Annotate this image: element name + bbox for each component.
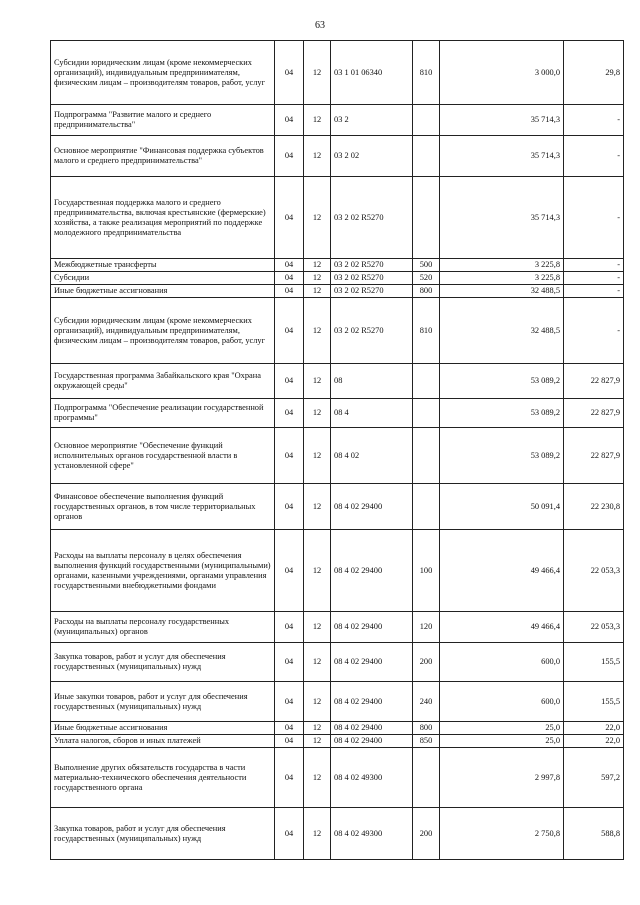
section-code-cell: 04 bbox=[275, 272, 304, 285]
target-article-cell: 08 4 02 29400 bbox=[331, 722, 413, 735]
subsection-code-cell: 12 bbox=[304, 735, 331, 748]
section-code-cell: 04 bbox=[275, 722, 304, 735]
section-code-cell: 04 bbox=[275, 428, 304, 484]
table-row bbox=[51, 735, 624, 748]
expense-name-cell: Уплата налогов, сборов и иных платежей bbox=[51, 735, 275, 748]
target-article-cell: 03 2 02 R5270 bbox=[331, 285, 413, 298]
approved-amount-cell: 600,0 bbox=[440, 682, 564, 722]
subsection-code-cell: 12 bbox=[304, 748, 331, 808]
subsection-code-cell: 12 bbox=[304, 530, 331, 612]
executed-amount-cell: - bbox=[564, 272, 624, 285]
table-row bbox=[51, 364, 624, 399]
executed-amount-cell: 22 827,9 bbox=[564, 364, 624, 399]
target-article-cell: 03 2 02 R5270 bbox=[331, 177, 413, 259]
section-code-cell: 04 bbox=[275, 177, 304, 259]
approved-amount-cell: 35 714,3 bbox=[440, 177, 564, 259]
section-code-cell: 04 bbox=[275, 41, 304, 105]
target-article-cell: 08 4 02 29400 bbox=[331, 530, 413, 612]
expense-name-cell: Иные бюджетные ассигнования bbox=[51, 722, 275, 735]
approved-amount-cell: 25,0 bbox=[440, 735, 564, 748]
section-code-cell: 04 bbox=[275, 808, 304, 860]
expense-name-cell: Субсидии юридическим лицам (кроме некоммерческих организаций), индивидуальным предпринимателям, физическим лицам – производителям товаров, работ, услуг bbox=[51, 298, 275, 364]
target-article-cell: 08 4 02 49300 bbox=[331, 808, 413, 860]
expense-type-cell: 800 bbox=[413, 722, 440, 735]
table-row bbox=[51, 298, 624, 364]
subsection-code-cell: 12 bbox=[304, 259, 331, 272]
expense-type-cell bbox=[413, 105, 440, 136]
subsection-code-cell: 12 bbox=[304, 105, 331, 136]
expense-type-cell: 810 bbox=[413, 41, 440, 105]
table-row bbox=[51, 272, 624, 285]
executed-amount-cell: 597,2 bbox=[564, 748, 624, 808]
expense-type-cell: 810 bbox=[413, 298, 440, 364]
target-article-cell: 03 2 02 R5270 bbox=[331, 272, 413, 285]
section-code-cell: 04 bbox=[275, 643, 304, 682]
executed-amount-cell: 22 827,9 bbox=[564, 399, 624, 428]
expense-name-cell: Подпрограмма "Обеспечение реализации государственной программы" bbox=[51, 399, 275, 428]
subsection-code-cell: 12 bbox=[304, 364, 331, 399]
subsection-code-cell: 12 bbox=[304, 612, 331, 643]
expense-name-cell: Подпрограмма "Развитие малого и среднего предпринимательства" bbox=[51, 105, 275, 136]
expense-name-cell: Межбюджетные трансферты bbox=[51, 259, 275, 272]
expense-type-cell bbox=[413, 399, 440, 428]
expense-type-cell bbox=[413, 364, 440, 399]
table-row bbox=[51, 643, 624, 682]
expense-type-cell: 500 bbox=[413, 259, 440, 272]
target-article-cell: 03 2 bbox=[331, 105, 413, 136]
expense-type-cell: 100 bbox=[413, 530, 440, 612]
expense-name-cell: Выполнение других обязательств государства в части материально-технического обеспечения деятельности государственного органа bbox=[51, 748, 275, 808]
approved-amount-cell: 3 000,0 bbox=[440, 41, 564, 105]
section-code-cell: 04 bbox=[275, 735, 304, 748]
subsection-code-cell: 12 bbox=[304, 399, 331, 428]
approved-amount-cell: 53 089,2 bbox=[440, 428, 564, 484]
approved-amount-cell: 49 466,4 bbox=[440, 612, 564, 643]
expense-type-cell: 520 bbox=[413, 272, 440, 285]
subsection-code-cell: 12 bbox=[304, 41, 331, 105]
expense-name-cell: Закупка товаров, работ и услуг для обеспечения государственных (муниципальных) нужд bbox=[51, 808, 275, 860]
approved-amount-cell: 35 714,3 bbox=[440, 105, 564, 136]
table-row bbox=[51, 177, 624, 259]
budget-table-body bbox=[51, 41, 624, 860]
executed-amount-cell: - bbox=[564, 285, 624, 298]
section-code-cell: 04 bbox=[275, 285, 304, 298]
expense-name-cell: Субсидии юридическим лицам (кроме некоммерческих организаций), индивидуальным предпринимателям, физическим лицам – производителям товаров, работ, услуг bbox=[51, 41, 275, 105]
section-code-cell: 04 bbox=[275, 399, 304, 428]
approved-amount-cell: 3 225,8 bbox=[440, 259, 564, 272]
expense-name-cell: Основное мероприятие "Обеспечение функций исполнительных органов государственной власти в установленной сфере" bbox=[51, 428, 275, 484]
approved-amount-cell: 50 091,4 bbox=[440, 484, 564, 530]
section-code-cell: 04 bbox=[275, 530, 304, 612]
expense-name-cell: Закупка товаров, работ и услуг для обеспечения государственных (муниципальных) нужд bbox=[51, 643, 275, 682]
section-code-cell: 04 bbox=[275, 136, 304, 177]
expense-type-cell bbox=[413, 748, 440, 808]
expense-type-cell: 200 bbox=[413, 643, 440, 682]
expense-type-cell bbox=[413, 484, 440, 530]
table-row bbox=[51, 136, 624, 177]
target-article-cell: 08 4 02 29400 bbox=[331, 643, 413, 682]
approved-amount-cell: 53 089,2 bbox=[440, 399, 564, 428]
section-code-cell: 04 bbox=[275, 682, 304, 722]
approved-amount-cell: 3 225,8 bbox=[440, 272, 564, 285]
target-article-cell: 08 4 02 49300 bbox=[331, 748, 413, 808]
executed-amount-cell: - bbox=[564, 136, 624, 177]
subsection-code-cell: 12 bbox=[304, 484, 331, 530]
target-article-cell: 08 4 02 29400 bbox=[331, 735, 413, 748]
section-code-cell: 04 bbox=[275, 748, 304, 808]
expense-name-cell: Субсидии bbox=[51, 272, 275, 285]
target-article-cell: 08 4 bbox=[331, 399, 413, 428]
executed-amount-cell: - bbox=[564, 105, 624, 136]
section-code-cell: 04 bbox=[275, 105, 304, 136]
table-row bbox=[51, 105, 624, 136]
executed-amount-cell: 22 053,3 bbox=[564, 612, 624, 643]
target-article-cell: 08 4 02 bbox=[331, 428, 413, 484]
subsection-code-cell: 12 bbox=[304, 177, 331, 259]
expense-name-cell: Расходы на выплаты персоналу в целях обеспечения выполнения функций государственными (муниципальными) органами, казенными учреждениями, органами управления государственными внебюджетными фондами bbox=[51, 530, 275, 612]
table-row bbox=[51, 682, 624, 722]
executed-amount-cell: - bbox=[564, 298, 624, 364]
section-code-cell: 04 bbox=[275, 259, 304, 272]
expense-name-cell: Государственная программа Забайкальского края "Охрана окружающей среды" bbox=[51, 364, 275, 399]
approved-amount-cell: 35 714,3 bbox=[440, 136, 564, 177]
approved-amount-cell: 32 488,5 bbox=[440, 285, 564, 298]
subsection-code-cell: 12 bbox=[304, 285, 331, 298]
executed-amount-cell: 22,0 bbox=[564, 722, 624, 735]
table-row bbox=[51, 748, 624, 808]
table-row bbox=[51, 428, 624, 484]
subsection-code-cell: 12 bbox=[304, 298, 331, 364]
expense-type-cell bbox=[413, 177, 440, 259]
expense-type-cell: 240 bbox=[413, 682, 440, 722]
table-row bbox=[51, 41, 624, 105]
page-number: 63 bbox=[315, 20, 325, 31]
expense-type-cell bbox=[413, 136, 440, 177]
table-row bbox=[51, 722, 624, 735]
target-article-cell: 03 2 02 R5270 bbox=[331, 298, 413, 364]
table-row bbox=[51, 285, 624, 298]
table-row bbox=[51, 484, 624, 530]
section-code-cell: 04 bbox=[275, 612, 304, 643]
executed-amount-cell: 22 230,8 bbox=[564, 484, 624, 530]
subsection-code-cell: 12 bbox=[304, 808, 331, 860]
executed-amount-cell: 29,8 bbox=[564, 41, 624, 105]
expense-name-cell: Расходы на выплаты персоналу государственных (муниципальных) органов bbox=[51, 612, 275, 643]
table-row bbox=[51, 259, 624, 272]
executed-amount-cell: - bbox=[564, 259, 624, 272]
subsection-code-cell: 12 bbox=[304, 272, 331, 285]
expense-name-cell: Иные закупки товаров, работ и услуг для обеспечения государственных (муниципальных) нужд bbox=[51, 682, 275, 722]
executed-amount-cell: 155,5 bbox=[564, 682, 624, 722]
approved-amount-cell: 600,0 bbox=[440, 643, 564, 682]
expense-type-cell: 200 bbox=[413, 808, 440, 860]
approved-amount-cell: 25,0 bbox=[440, 722, 564, 735]
subsection-code-cell: 12 bbox=[304, 428, 331, 484]
approved-amount-cell: 53 089,2 bbox=[440, 364, 564, 399]
target-article-cell: 08 bbox=[331, 364, 413, 399]
section-code-cell: 04 bbox=[275, 484, 304, 530]
executed-amount-cell: 22 827,9 bbox=[564, 428, 624, 484]
expense-name-cell: Основное мероприятие "Финансовая поддержка субъектов малого и среднего предпринимательства" bbox=[51, 136, 275, 177]
target-article-cell: 03 2 02 bbox=[331, 136, 413, 177]
approved-amount-cell: 32 488,5 bbox=[440, 298, 564, 364]
expense-type-cell bbox=[413, 428, 440, 484]
target-article-cell: 08 4 02 29400 bbox=[331, 682, 413, 722]
subsection-code-cell: 12 bbox=[304, 682, 331, 722]
executed-amount-cell: 22 053,3 bbox=[564, 530, 624, 612]
approved-amount-cell: 49 466,4 bbox=[440, 530, 564, 612]
target-article-cell: 08 4 02 29400 bbox=[331, 612, 413, 643]
subsection-code-cell: 12 bbox=[304, 136, 331, 177]
table-row bbox=[51, 399, 624, 428]
target-article-cell: 03 2 02 R5270 bbox=[331, 259, 413, 272]
target-article-cell: 08 4 02 29400 bbox=[331, 484, 413, 530]
table-row bbox=[51, 808, 624, 860]
subsection-code-cell: 12 bbox=[304, 722, 331, 735]
expense-name-cell: Государственная поддержка малого и среднего предпринимательства, включая крестьянские (фермерские) хозяйства, а также реализация мероприятий по поддержке молодежного предпринимательства bbox=[51, 177, 275, 259]
table-row bbox=[51, 612, 624, 643]
approved-amount-cell: 2 997,8 bbox=[440, 748, 564, 808]
executed-amount-cell: 155,5 bbox=[564, 643, 624, 682]
table-row bbox=[51, 530, 624, 612]
section-code-cell: 04 bbox=[275, 364, 304, 399]
executed-amount-cell: - bbox=[564, 177, 624, 259]
target-article-cell: 03 1 01 06340 bbox=[331, 41, 413, 105]
executed-amount-cell: 22,0 bbox=[564, 735, 624, 748]
executed-amount-cell: 588,8 bbox=[564, 808, 624, 860]
expense-name-cell: Иные бюджетные ассигнования bbox=[51, 285, 275, 298]
subsection-code-cell: 12 bbox=[304, 643, 331, 682]
budget-table bbox=[50, 40, 624, 860]
expense-type-cell: 800 bbox=[413, 285, 440, 298]
expense-name-cell: Финансовое обеспечение выполнения функций государственных органов, в том числе территориальных органов bbox=[51, 484, 275, 530]
expense-type-cell: 850 bbox=[413, 735, 440, 748]
expense-type-cell: 120 bbox=[413, 612, 440, 643]
section-code-cell: 04 bbox=[275, 298, 304, 364]
approved-amount-cell: 2 750,8 bbox=[440, 808, 564, 860]
